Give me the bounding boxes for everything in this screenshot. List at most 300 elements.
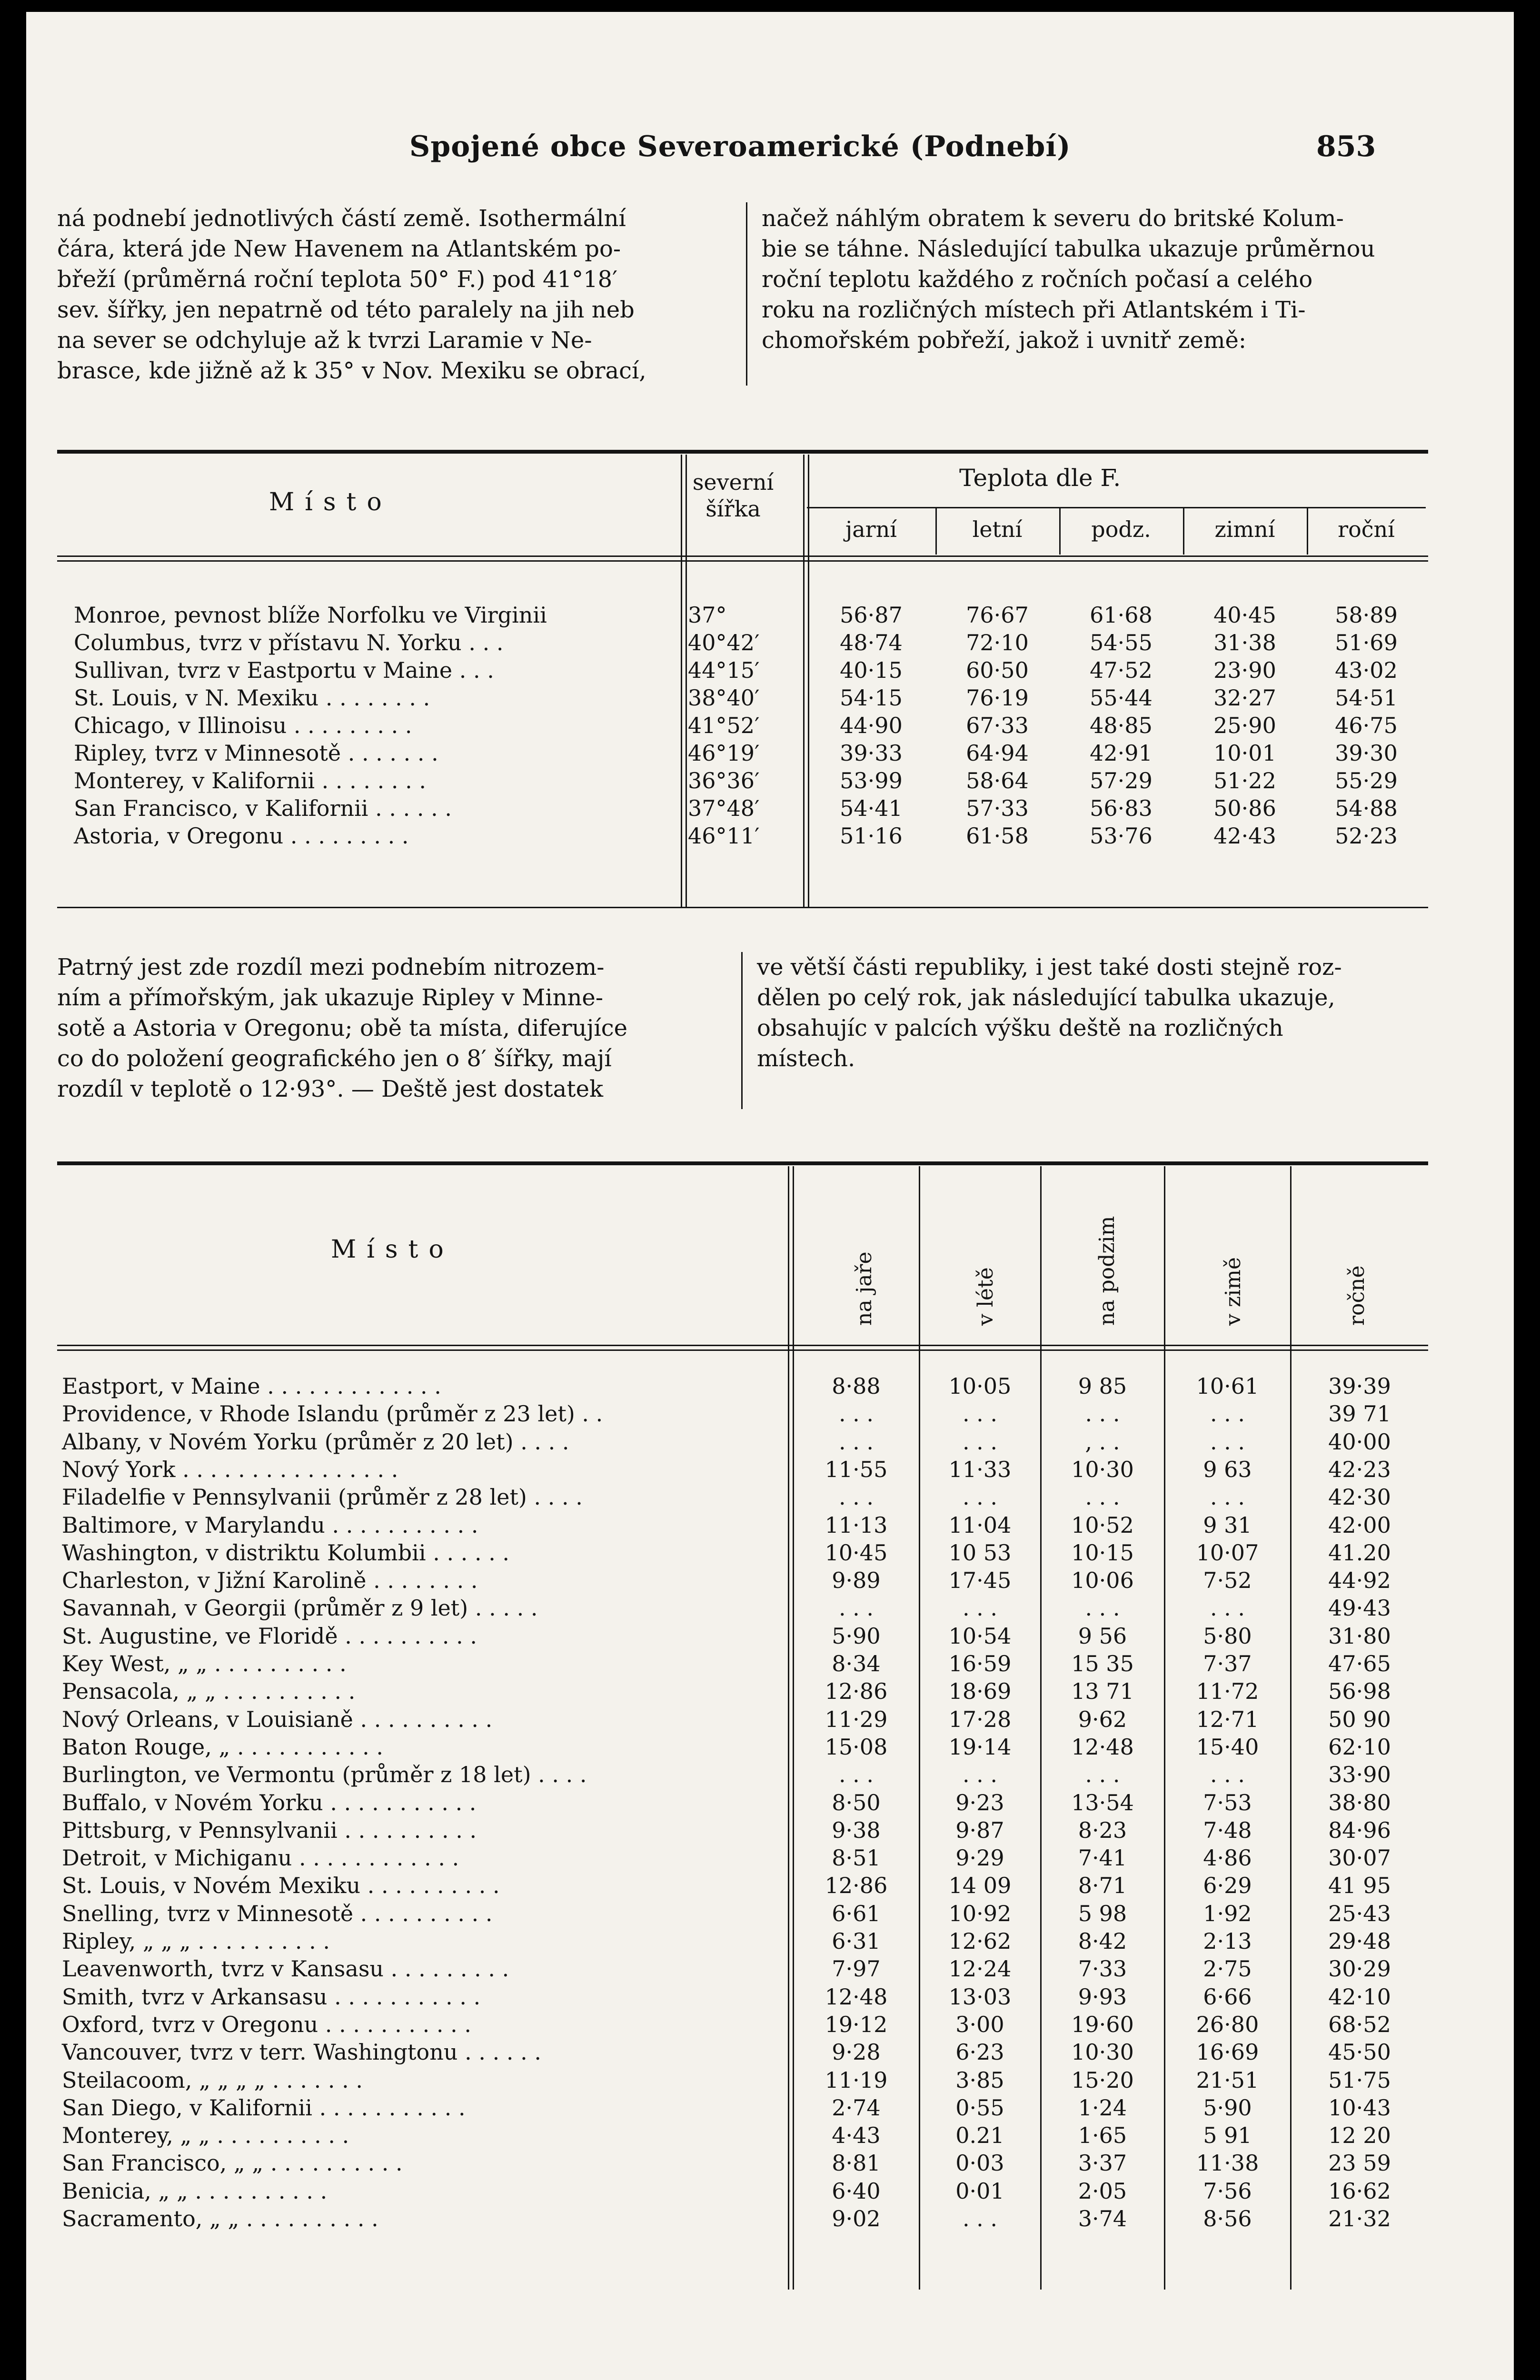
- row-autumn: , . .: [1085, 1428, 1120, 1455]
- row-annual: 54·51: [1335, 685, 1398, 711]
- row-spring: 6·40: [832, 2178, 881, 2204]
- row-winter: 5·80: [1203, 1623, 1252, 1649]
- row-spring: 44·90: [840, 713, 903, 738]
- row-summer: . . .: [962, 1401, 998, 1427]
- row-summer: 0·03: [955, 2150, 1004, 2176]
- row-winter: 2·13: [1203, 1928, 1252, 1954]
- row-autumn: 8·71: [1078, 1873, 1127, 1899]
- row-summer: . . .: [962, 2206, 998, 2231]
- row-spring: 39·33: [840, 740, 903, 766]
- header-bottom-rule: [57, 1349, 1428, 1351]
- table-row: [26, 1762, 1514, 1789]
- row-autumn: 10·06: [1071, 1567, 1134, 1594]
- text-line: chomořském pobřeží, jakož i uvnitř země:: [762, 327, 1247, 354]
- row-winter: 7·37: [1203, 1651, 1252, 1676]
- row-annual: 41 95: [1328, 1873, 1391, 1899]
- row-autumn: 1·65: [1078, 2122, 1127, 2149]
- row-autumn: 19·60: [1071, 2011, 1134, 2037]
- row-spring: 11·29: [825, 1706, 888, 1732]
- row-spring: 6·61: [832, 1900, 881, 1926]
- row-autumn: 48·85: [1090, 713, 1153, 738]
- row-summer: 10·92: [948, 1900, 1012, 1926]
- table-row: [26, 2178, 1514, 2206]
- row-latitude: 37°48′: [688, 795, 760, 821]
- row-annual: 47·65: [1328, 1651, 1391, 1676]
- row-annual: 39·39: [1328, 1373, 1391, 1399]
- table-row: [26, 1457, 1514, 1484]
- row-spring: 8·81: [832, 2150, 881, 2176]
- row-autumn: 10·52: [1071, 1512, 1134, 1538]
- row-annual: 44·92: [1328, 1567, 1391, 1594]
- text-line: Patrný jest zde rozdíl mezi podnebím nitrozem-: [57, 954, 605, 981]
- table-row: [26, 1623, 1514, 1651]
- row-place: Washington, v distriktu Kolumbii . . . . . .: [62, 1539, 510, 1566]
- table-row: [26, 2039, 1514, 2067]
- row-place: Filadelfie v Pennsylvanii (průměr z 28 let) . . . .: [62, 1484, 583, 1510]
- row-place: Baton Rouge, „ . . . . . . . . . . .: [62, 1734, 384, 1760]
- row-autumn: 8·42: [1078, 1928, 1127, 1954]
- row-autumn: 7·41: [1078, 1845, 1127, 1871]
- row-spring: 19·12: [825, 2011, 888, 2037]
- row-autumn: 56·83: [1090, 795, 1153, 821]
- row-summer: 67·33: [966, 713, 1029, 738]
- table-row: [26, 1512, 1514, 1540]
- row-annual: 30·07: [1328, 1845, 1391, 1871]
- row-place: Monterey, v Kalifornii . . . . . . . .: [74, 768, 426, 793]
- row-summer: 76·67: [966, 602, 1029, 628]
- row-winter: . . .: [1210, 1401, 1245, 1427]
- row-autumn: 47·52: [1090, 657, 1153, 683]
- text-line: rozdíl v teplotě o 12·93°. — Deště jest dostatek: [57, 1076, 604, 1102]
- text-line: břeží (průměrná roční teplota 50° F.) pod 41°18′: [57, 266, 618, 293]
- row-spring: 40·15: [840, 657, 903, 683]
- row-annual: 51·69: [1335, 630, 1398, 655]
- row-spring: 9·89: [832, 1567, 881, 1594]
- row-latitude: 37°: [688, 602, 727, 628]
- row-winter: 10·07: [1196, 1539, 1259, 1566]
- row-spring: 12·86: [825, 1873, 888, 1899]
- text-line: na sever se odchyluje až k tvrzi Laramie v Ne-: [57, 327, 592, 354]
- row-summer: 61·58: [966, 823, 1029, 849]
- row-summer: 0·01: [955, 2178, 1004, 2204]
- row-annual: 21·32: [1328, 2206, 1391, 2231]
- row-autumn: 53·76: [1090, 823, 1153, 849]
- table-row: [26, 2206, 1514, 2233]
- row-annual: 42·00: [1328, 1512, 1391, 1538]
- col-header-summer: v létě: [974, 1267, 998, 1326]
- row-winter: 42·43: [1213, 823, 1276, 849]
- table-row: [26, 1595, 1514, 1623]
- row-spring: 8·50: [832, 1789, 881, 1815]
- row-summer: 17·45: [948, 1567, 1012, 1594]
- table-row: [26, 1484, 1514, 1512]
- row-place: Providence, v Rhode Islandu (průměr z 23 let) . .: [62, 1401, 603, 1427]
- row-winter: 23·90: [1213, 657, 1276, 683]
- row-winter: 6·29: [1203, 1873, 1252, 1899]
- row-place: Nový Orleans, v Louisianě . . . . . . . . . .: [62, 1706, 493, 1732]
- row-place: Eastport, v Maine . . . . . . . . . . . . .: [62, 1373, 441, 1399]
- table-row: [26, 1956, 1514, 1983]
- row-annual: 41.20: [1328, 1539, 1391, 1566]
- row-latitude: 41°52′: [688, 713, 760, 738]
- row-place: Buffalo, v Novém Yorku . . . . . . . . . . .: [62, 1789, 477, 1815]
- row-latitude: 46°11′: [688, 823, 760, 849]
- row-autumn: 10·15: [1071, 1539, 1134, 1566]
- row-spring: 2·74: [832, 2094, 881, 2121]
- row-annual: 12 20: [1328, 2122, 1391, 2149]
- text-line: brasce, kde jižně až k 35° v Nov. Mexiku se obrací,: [57, 357, 646, 384]
- row-annual: 56·98: [1328, 1678, 1391, 1705]
- row-summer: 72·10: [966, 630, 1029, 655]
- row-spring: 5·90: [832, 1623, 881, 1649]
- text-line: místech.: [757, 1045, 855, 1072]
- row-autumn: 9 85: [1078, 1373, 1127, 1399]
- row-summer: 11·33: [948, 1456, 1012, 1482]
- row-annual: 68·52: [1328, 2011, 1391, 2037]
- row-winter: 16·69: [1196, 2039, 1259, 2065]
- row-summer: 12·62: [948, 1928, 1012, 1954]
- table-row: [26, 1401, 1514, 1428]
- table-row: [26, 630, 1514, 657]
- row-autumn: 12·48: [1071, 1734, 1134, 1760]
- table-row: [26, 1790, 1514, 1817]
- col-header-summer: letní: [972, 516, 1023, 542]
- text-line: roční teplotu každého z ročních počasí a celého: [762, 266, 1313, 293]
- column-divider: [741, 952, 743, 1109]
- row-autumn: 10·30: [1071, 2039, 1134, 2065]
- text-line: sotě a Astoria v Oregonu; obě ta místa, diferujíce: [57, 1015, 627, 1041]
- table-row: [26, 685, 1514, 713]
- row-winter: 5·90: [1203, 2094, 1252, 2121]
- row-winter: 21·51: [1196, 2067, 1259, 2093]
- row-spring: 9·28: [832, 2039, 881, 2065]
- row-annual: 40·00: [1328, 1428, 1391, 1455]
- row-place: Chicago, v Illinoisu . . . . . . . . .: [74, 713, 412, 738]
- row-summer: 60·50: [966, 657, 1029, 683]
- row-spring: . . .: [838, 1484, 874, 1510]
- row-autumn: . . .: [1085, 1484, 1120, 1510]
- row-winter: 10·61: [1196, 1373, 1259, 1399]
- table-row: [26, 795, 1514, 823]
- row-autumn: 61·68: [1090, 602, 1153, 628]
- row-place: Pittsburg, v Pennsylvanii . . . . . . . . . .: [62, 1817, 477, 1843]
- row-autumn: 15·20: [1071, 2067, 1134, 2093]
- row-place: Key West, „ „ . . . . . . . . . .: [62, 1651, 347, 1676]
- text-line: obsahujíc v palcích výšku deště na rozličných: [757, 1015, 1283, 1041]
- row-place: St. Louis, v Novém Mexiku . . . . . . . . . .: [62, 1873, 500, 1899]
- intro-right-column: [762, 203, 1480, 356]
- text-line: čára, která jde New Havenem na Atlantském po-: [57, 236, 621, 262]
- header-bottom-rule: [57, 1345, 1428, 1346]
- row-summer: 17·28: [948, 1706, 1012, 1732]
- row-spring: 53·99: [840, 768, 903, 793]
- row-annual: 43·02: [1335, 657, 1398, 683]
- table-row: [26, 768, 1514, 795]
- text-line: sev. šířky, jen nepatrně od této paralely na jih neb: [57, 297, 635, 323]
- row-winter: 40·45: [1213, 602, 1276, 628]
- row-winter: 26·80: [1196, 2011, 1259, 2037]
- table-row: [26, 823, 1514, 851]
- row-annual: 29·48: [1328, 1928, 1391, 1954]
- row-winter: 9 63: [1203, 1456, 1252, 1482]
- row-annual: 42·23: [1328, 1456, 1391, 1482]
- table-top-rule: [57, 1161, 1428, 1165]
- row-summer: 12·24: [948, 1956, 1012, 1982]
- row-place: Ripley, tvrz v Minnesotě . . . . . . .: [74, 740, 438, 766]
- row-spring: 7·97: [832, 1956, 881, 1982]
- col-rule: [1183, 507, 1184, 555]
- row-spring: 12·48: [825, 1983, 888, 2010]
- row-winter: 7·53: [1203, 1789, 1252, 1815]
- col-rule: [935, 507, 937, 555]
- row-summer: . . .: [962, 1428, 998, 1455]
- row-autumn: . . .: [1085, 1401, 1120, 1427]
- row-autumn: 3·74: [1078, 2206, 1127, 2231]
- row-annual: 54·88: [1335, 795, 1398, 821]
- row-winter: 5 91: [1203, 2122, 1252, 2149]
- row-annual: 25·43: [1328, 1900, 1391, 1926]
- text-line: načež náhlým obratem k severu do britské Kolum-: [762, 205, 1344, 232]
- row-annual: 46·75: [1335, 713, 1398, 738]
- mid-right-column: [757, 952, 1480, 1074]
- table-row: [26, 2150, 1514, 2178]
- row-spring: 11·13: [825, 1512, 888, 1538]
- row-winter: 9 31: [1203, 1512, 1252, 1538]
- row-place: Benicia, „ „ . . . . . . . . . .: [62, 2178, 328, 2204]
- col-header-autumn: na podzim: [1095, 1216, 1119, 1326]
- row-spring: 56·87: [840, 602, 903, 628]
- table-row: [26, 2067, 1514, 2095]
- row-winter: 10·01: [1213, 740, 1276, 766]
- mid-left-column: [57, 952, 733, 1104]
- header-bottom-rule: [57, 560, 1428, 562]
- row-annual: 49·43: [1328, 1595, 1391, 1621]
- row-winter: 7·52: [1203, 1567, 1252, 1594]
- row-summer: 10·05: [948, 1373, 1012, 1399]
- row-winter: . . .: [1210, 1762, 1245, 1788]
- table-row: [26, 657, 1514, 685]
- col-header-spring: na jaře: [852, 1251, 876, 1326]
- row-summer: 57·33: [966, 795, 1029, 821]
- row-place: Smith, tvrz v Arkansasu . . . . . . . . . . .: [62, 1983, 481, 2010]
- row-autumn: 1·24: [1078, 2094, 1127, 2121]
- row-autumn: 8·23: [1078, 1817, 1127, 1843]
- row-summer: 13·03: [948, 1983, 1012, 2010]
- col-rule: [1307, 507, 1308, 555]
- row-spring: . . .: [838, 1401, 874, 1427]
- row-winter: 32·27: [1213, 685, 1276, 711]
- row-place: St. Louis, v N. Mexiku . . . . . . . .: [74, 685, 430, 711]
- col-header-place: Místo: [331, 1235, 454, 1264]
- row-place: Astoria, v Oregonu . . . . . . . . .: [74, 823, 409, 849]
- intro-left-column: [57, 203, 743, 386]
- row-spring: 48·74: [840, 630, 903, 655]
- table-row: [26, 1984, 1514, 2012]
- table-row: [26, 1845, 1514, 1873]
- row-annual: 30·29: [1328, 1956, 1391, 1982]
- table-row: [26, 1651, 1514, 1678]
- table-row: [26, 1540, 1514, 1567]
- row-spring: 51·16: [840, 823, 903, 849]
- row-winter: 7·56: [1203, 2178, 1252, 2204]
- row-winter: 1·92: [1203, 1900, 1252, 1926]
- page-number: 853: [1316, 130, 1376, 163]
- row-annual: 62·10: [1328, 1734, 1391, 1760]
- row-annual: 39 71: [1328, 1401, 1391, 1427]
- row-annual: 38·80: [1328, 1789, 1391, 1815]
- row-spring: 8·88: [832, 1373, 881, 1399]
- row-place: Columbus, tvrz v přístavu N. Yorku . . .: [74, 630, 504, 655]
- row-annual: 45·50: [1328, 2039, 1391, 2065]
- row-latitude: 46°19′: [688, 740, 760, 766]
- row-summer: 3·85: [955, 2067, 1004, 2093]
- row-place: Sacramento, „ „ . . . . . . . . . .: [62, 2206, 378, 2231]
- row-summer: 0.21: [955, 2122, 1004, 2149]
- row-latitude: 38°40′: [688, 685, 760, 711]
- row-autumn: 13 71: [1071, 1678, 1134, 1705]
- row-place: San Francisco, v Kalifornii . . . . . .: [74, 795, 452, 821]
- row-place: Steilacoom, „ „ „ „ . . . . . . .: [62, 2067, 363, 2093]
- row-summer: 16·59: [948, 1651, 1012, 1676]
- row-place: Vancouver, tvrz v terr. Washingtonu . . . . . .: [62, 2039, 541, 2065]
- header-bottom-rule: [57, 555, 1428, 557]
- row-summer: 3·00: [955, 2011, 1004, 2037]
- row-spring: 12·86: [825, 1678, 888, 1705]
- table-row: [26, 602, 1514, 630]
- row-autumn: 57·29: [1090, 768, 1153, 793]
- table-row: [26, 2012, 1514, 2039]
- row-annual: 58·89: [1335, 602, 1398, 628]
- col-header-spring: jarní: [845, 516, 897, 542]
- row-winter: 11·72: [1196, 1678, 1259, 1705]
- row-annual: 50 90: [1328, 1706, 1391, 1732]
- row-place: Oxford, tvrz v Oregonu . . . . . . . . . . .: [62, 2011, 471, 2037]
- row-winter: 50·86: [1213, 795, 1276, 821]
- table-row: [26, 1429, 1514, 1457]
- row-place: Albany, v Novém Yorku (průměr z 20 let) . . . .: [62, 1428, 569, 1455]
- col-rule: [1059, 507, 1061, 555]
- row-summer: . . .: [962, 1484, 998, 1510]
- table-row: [26, 1373, 1514, 1401]
- row-place: St. Augustine, ve Floridě . . . . . . . . . .: [62, 1623, 477, 1649]
- col-header-winter: v zimě: [1221, 1257, 1245, 1326]
- text-line: ná podnebí jednotlivých částí země. Isothermální: [57, 205, 626, 232]
- row-place: Savannah, v Georgii (průměr z 9 let) . . . . .: [62, 1595, 538, 1621]
- row-autumn: 3·37: [1078, 2150, 1127, 2176]
- row-annual: 10·43: [1328, 2094, 1391, 2121]
- row-autumn: 13·54: [1071, 1789, 1134, 1815]
- row-autumn: . . .: [1085, 1595, 1120, 1621]
- row-summer: 76·19: [966, 685, 1029, 711]
- book-page: [26, 12, 1514, 2380]
- header-rule: [807, 507, 1426, 508]
- table-row: [26, 1678, 1514, 1706]
- text-line: co do položení geografického jen o 8′ šířky, mají: [57, 1045, 612, 1072]
- row-latitude: 36°36′: [688, 768, 760, 793]
- row-annual: 23 59: [1328, 2150, 1391, 2176]
- row-summer: . . .: [962, 1762, 998, 1788]
- table-row: [26, 1734, 1514, 1762]
- row-summer: 18·69: [948, 1678, 1012, 1705]
- row-place: Baltimore, v Marylandu . . . . . . . . . . .: [62, 1512, 478, 1538]
- col-header-place: Místo: [269, 488, 392, 516]
- row-annual: 39·30: [1335, 740, 1398, 766]
- row-autumn: 10·30: [1071, 1456, 1134, 1482]
- row-spring: . . .: [838, 1595, 874, 1621]
- row-spring: 9·02: [832, 2206, 881, 2231]
- row-winter: 7·48: [1203, 1817, 1252, 1843]
- row-spring: 54·15: [840, 685, 903, 711]
- row-spring: 4·43: [832, 2122, 881, 2149]
- row-annual: 42·10: [1328, 1983, 1391, 2010]
- row-place: Burlington, ve Vermontu (průměr z 18 let) . . . .: [62, 1762, 587, 1788]
- row-winter: . . .: [1210, 1484, 1245, 1510]
- row-latitude: 40°42′: [688, 630, 760, 655]
- col-header-temperature: Teplota dle F.: [959, 464, 1121, 492]
- table-row: [26, 1928, 1514, 1956]
- table-row: [26, 2095, 1514, 2122]
- row-summer: 9·87: [955, 1817, 1004, 1843]
- col-header-annual: roční: [1338, 516, 1395, 542]
- row-winter: 11·38: [1196, 2150, 1259, 2176]
- row-summer: 19·14: [948, 1734, 1012, 1760]
- row-place: Detroit, v Michiganu . . . . . . . . . . . .: [62, 1845, 459, 1871]
- row-autumn: 2·05: [1078, 2178, 1127, 2204]
- row-summer: 14 09: [948, 1873, 1012, 1899]
- col-header-winter: zimní: [1214, 516, 1275, 542]
- table-row: [26, 1817, 1514, 1845]
- row-annual: 42·30: [1328, 1484, 1391, 1510]
- col-header-latitude: severní šířka: [692, 469, 774, 522]
- row-place: Nový York . . . . . . . . . . . . . . . .: [62, 1456, 398, 1482]
- row-place: Leavenworth, tvrz v Kansasu . . . . . . . . .: [62, 1956, 509, 1982]
- row-annual: 33·90: [1328, 1762, 1391, 1788]
- table-row: [26, 1901, 1514, 1928]
- row-autumn: 9·62: [1078, 1706, 1127, 1732]
- row-spring: 8·34: [832, 1651, 881, 1676]
- row-summer: 6·23: [955, 2039, 1004, 2065]
- row-annual: 55·29: [1335, 768, 1398, 793]
- row-summer: 10·54: [948, 1623, 1012, 1649]
- row-autumn: 9·93: [1078, 1983, 1127, 2010]
- row-spring: 54·41: [840, 795, 903, 821]
- page-title: Spojené obce Severoamerické (Podnebí): [409, 130, 1071, 163]
- table-row: [26, 713, 1514, 740]
- row-autumn: 42·91: [1090, 740, 1153, 766]
- row-summer: 58·64: [966, 768, 1029, 793]
- row-autumn: 55·44: [1090, 685, 1153, 711]
- row-autumn: 9 56: [1078, 1623, 1127, 1649]
- row-winter: . . .: [1210, 1428, 1245, 1455]
- row-summer: 11·04: [948, 1512, 1012, 1538]
- row-spring: 6·31: [832, 1928, 881, 1954]
- text-line: roku na rozličných místech při Atlantském i Ti-: [762, 297, 1306, 323]
- table-row: [26, 740, 1514, 768]
- row-winter: 8·56: [1203, 2206, 1252, 2231]
- text-line: dělen po celý rok, jak následující tabulka ukazuje,: [757, 984, 1335, 1011]
- row-summer: . . .: [962, 1595, 998, 1621]
- row-annual: 84·96: [1328, 1817, 1391, 1843]
- row-winter: 25·90: [1213, 713, 1276, 738]
- row-annual: 51·75: [1328, 2067, 1391, 2093]
- row-winter: 31·38: [1213, 630, 1276, 655]
- table-row: [26, 1873, 1514, 1900]
- col-header-autumn: podz.: [1091, 516, 1151, 542]
- table-bottom-rule: [57, 907, 1428, 908]
- text-line: bie se táhne. Následující tabulka ukazuje průměrnou: [762, 236, 1375, 262]
- row-autumn: 15 35: [1071, 1651, 1134, 1676]
- row-winter: 15·40: [1196, 1734, 1259, 1760]
